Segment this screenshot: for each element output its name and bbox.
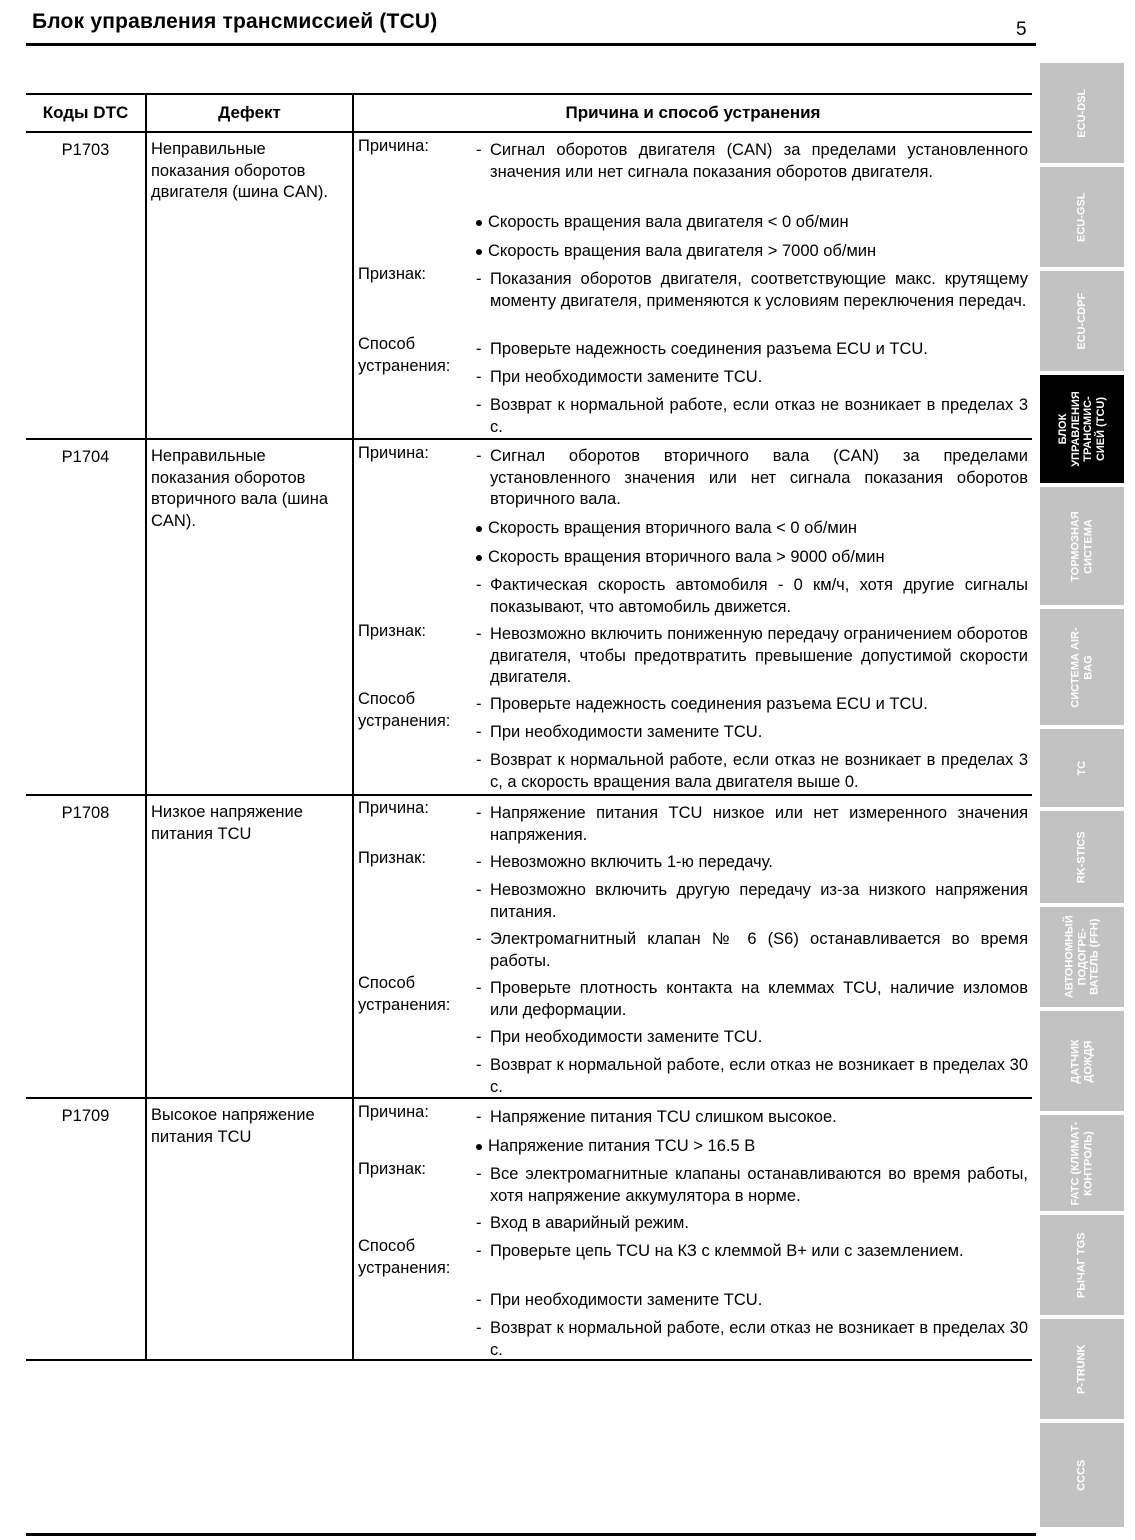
dtc-code: P1708 <box>26 795 146 1098</box>
list-item: - Возврат к нормальной работе, если отказ не возникает в пределах 3 с, а скорость вращения вала двигателя выше 0. <box>476 751 1028 791</box>
tab-brake-system[interactable]: ТОРМОЗНАЯ СИСТЕМА <box>1040 487 1124 605</box>
cause-and-fix <box>353 132 1032 439</box>
symptom-label: Признак: <box>358 849 426 867</box>
remedy-label: Способ устранения: <box>358 690 451 730</box>
cause-label: Причина: <box>358 444 429 462</box>
list-item: Скорость вращения вторичного вала < 0 об/мин <box>476 518 1028 540</box>
list-item: - Невозможно включить 1-ю передачу. <box>476 853 773 871</box>
defect-description: Неправильные показания оборотов двигателя (шина CAN). <box>146 132 353 439</box>
tab-tc[interactable]: TC <box>1040 729 1124 807</box>
cause-and-fix <box>353 795 1032 1098</box>
list-item: - Фактическая скорость автомобиля - 0 км/ч, хотя другие сигналы показывают, что автомобиль движется. <box>476 576 1028 616</box>
list-item: - Все электромагнитные клапаны останавливаются во время работы, хотя напряжение аккумулятора в норме. <box>476 1165 1028 1205</box>
cause-label: Причина: <box>358 799 429 817</box>
list-item: - Электромагнитный клапан № 6 (S6) останавливается во время работы. <box>476 930 1028 970</box>
symptom-label: Признак: <box>358 622 426 640</box>
header-rule <box>26 43 1036 46</box>
tab-rk-stics[interactable]: RK-STICS <box>1040 811 1124 903</box>
tab-rain-sensor[interactable]: ДАТЧИК ДОЖДЯ <box>1040 1011 1124 1111</box>
tab-air-bag[interactable]: СИСТЕМА AIR-BAG <box>1040 609 1124 725</box>
list-item: - Показания оборотов двигателя, соответствующие макс. крутящему моменту двигателя, применяются к условиям переключения передач. <box>476 270 1028 310</box>
table-row <box>26 795 1032 1098</box>
list-item: - При необходимости замените TCU. <box>476 723 763 741</box>
list-item: - Проверьте цепь TCU на КЗ с клеммой B+ или с заземлением. <box>476 1242 964 1260</box>
list-item: - Проверьте надежность соединения разъема ECU и TCU. <box>476 695 928 713</box>
list-item: - Возврат к нормальной работе, если отказ не возникает в пределах 3 с. <box>476 396 1028 436</box>
footer-rule <box>26 1533 1036 1536</box>
dtc-code: P1704 <box>26 439 146 795</box>
list-item: Скорость вращения вала двигателя < 0 об/мин <box>476 212 1028 234</box>
list-item: - При необходимости замените TCU. <box>476 1291 763 1309</box>
defect-description: Неправильные показания оборотов вторичного вала (шина CAN). <box>146 439 353 795</box>
dtc-code: P1709 <box>26 1098 146 1360</box>
tab-fatc[interactable]: FATC (КЛИМАТ- КОНТРОЛЬ) <box>1040 1115 1124 1211</box>
bullet-icon <box>476 526 482 532</box>
cause-label: Причина: <box>358 137 429 155</box>
list-item: - Напряжение питания TCU слишком высокое. <box>476 1108 837 1126</box>
list-item: - Невозможно включить пониженную передачу ограничением оборотов двигателя, чтобы предотвратить превышение допустимой скорости двигателя. <box>476 625 1028 686</box>
tab-ecu-gsl[interactable]: ECU-GSL <box>1040 167 1124 267</box>
list-item: - Возврат к нормальной работе, если отказ не возникает в пределах 30 с. <box>476 1056 1028 1096</box>
list-item: - Возврат к нормальной работе, если отказ не возникает в пределах 30 с. <box>476 1319 1028 1359</box>
symptom-label: Признак: <box>358 265 426 283</box>
list-item: - Сигнал оборотов двигателя (CAN) за пределами установленного значения или нет сигнала показания оборотов двигателя. <box>476 141 1028 181</box>
list-item: - Проверьте надежность соединения разъема ECU и TCU. <box>476 340 928 358</box>
remedy-label: Способ устранения: <box>358 974 451 1014</box>
bullet-icon <box>476 555 482 561</box>
table-row <box>26 439 1032 795</box>
column-header-cause: Причина и способ устранения <box>353 94 1032 132</box>
list-item: - При необходимости замените TCU. <box>476 368 763 386</box>
list-item: - Напряжение питания TCU низкое или нет измеренного значения напряжения. <box>476 804 1028 844</box>
tab-ecu-cdpf[interactable]: ECU-CDPF <box>1040 271 1124 371</box>
page-title: Блок управления трансмиссией (TCU) <box>32 10 438 33</box>
list-item: - Вход в аварийный режим. <box>476 1214 689 1232</box>
cause-label: Причина: <box>358 1103 429 1121</box>
tab-ecu-dsl[interactable]: ECU-DSL <box>1040 63 1124 163</box>
table-header-row <box>26 94 1032 132</box>
remedy-label: Способ устранения: <box>358 335 451 375</box>
list-item: - При необходимости замените TCU. <box>476 1028 763 1046</box>
list-item: - Проверьте плотность контакта на клеммах TCU, наличие изломов или деформации. <box>476 979 1028 1019</box>
remedy-label: Способ устранения: <box>358 1237 451 1277</box>
column-header-defect: Дефект <box>146 94 353 132</box>
dtc-code: P1703 <box>26 132 146 439</box>
page-number: 5 <box>1016 19 1027 40</box>
list-item: Скорость вращения вторичного вала > 9000 об/мин <box>476 547 1028 569</box>
cause-and-fix <box>353 1098 1032 1360</box>
list-item: - Невозможно включить другую передачу из-за низкого напряжения питания. <box>476 881 1028 921</box>
bullet-icon <box>476 220 482 226</box>
defect-description: Высокое напряжение питания TCU <box>146 1098 353 1360</box>
table-row <box>26 1098 1032 1360</box>
column-header-code: Коды DTC <box>26 94 146 132</box>
list-item: - Сигнал оборотов вторичного вала (CAN) за пределами установленного значения или нет сигнала показания оборотов вторичного вала. <box>476 447 1028 508</box>
list-item: Напряжение питания TCU > 16.5 В <box>476 1136 1028 1158</box>
tab-ffh[interactable]: АВТОНОМНЫЙ ПОДОГРЕ- ВАТЕЛЬ (FFH) <box>1040 907 1124 1007</box>
bullet-icon <box>476 1144 482 1150</box>
bullet-icon <box>476 249 482 255</box>
defect-description: Низкое напряжение питания TCU <box>146 795 353 1098</box>
tab-tcu[interactable]: БЛОК УПРАВЛЕНИЯ ТРАНСМИС- СИЕЙ (TCU) <box>1040 375 1124 483</box>
symptom-label: Признак: <box>358 1160 426 1178</box>
dtc-table <box>26 93 1032 1361</box>
tab-p-trunk[interactable]: P-TRUNK <box>1040 1319 1124 1419</box>
tab-tgs-lever[interactable]: РЫЧАГ TGS <box>1040 1215 1124 1315</box>
table-row <box>26 132 1032 439</box>
tab-cccs[interactable]: CCCS <box>1040 1423 1124 1527</box>
cause-and-fix <box>353 439 1032 795</box>
list-item: Скорость вращения вала двигателя > 7000 об/мин <box>476 241 1028 263</box>
